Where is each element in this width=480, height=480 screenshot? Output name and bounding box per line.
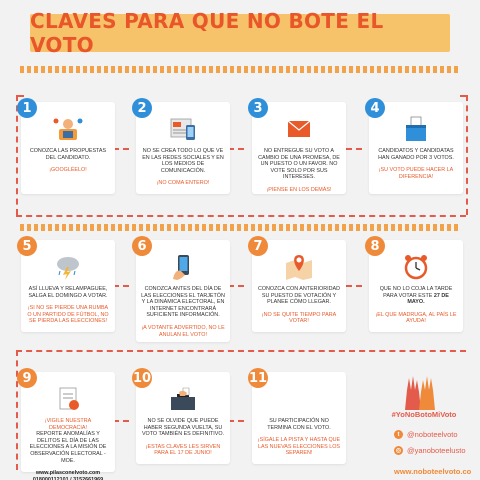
card-text: REPORTE ANOMALÍAS Y DELITOS EL DÍA DE LAS ELECCIONES A LA MISIÓN DE OBSERVACIÓN ELECTORAL - MOE. <box>29 431 107 464</box>
card-2 <box>136 102 230 194</box>
card-11 <box>248 370 346 464</box>
twitter-handle[interactable] <box>394 430 458 439</box>
connector <box>16 350 18 470</box>
connector <box>346 148 362 150</box>
card-accent: ¡PIENSE EN LOS DEMÁS! <box>266 186 332 193</box>
number-badge: 4 <box>365 98 385 118</box>
card-text: SU PARTICIPACIÓN NO TERMINA CON EL VOTO. <box>267 418 331 431</box>
card-accent: ¡EL QUE MADRUGA, AL PAÍS LE AYUDA! <box>375 311 457 325</box>
contact-phone: 018000112101 / 3152661969 <box>32 476 104 480</box>
card-4 <box>369 102 463 194</box>
page-title: CLAVES PARA QUE NO BOTE EL VOTO <box>30 9 384 57</box>
blank-icon <box>282 384 316 414</box>
card-text: NO ENTREGUE SU VOTO A CAMBIO DE UNA PROMESA, DE UN PUESTO O UN FAVOR. NO VOTE SOLO POR SUS INTERESES. <box>258 148 340 181</box>
connector <box>228 420 244 422</box>
card-text: CANDIDATOS Y CANDIDATAS HAN GANADO POR 3 VOTOS. <box>378 148 454 161</box>
card-8 <box>369 240 463 332</box>
number-badge: 5 <box>17 236 37 256</box>
card-9 <box>21 370 115 480</box>
card-text: NO SE OLVIDE QUE PUEDE HABER SEGUNDA VUELTA, SU VOTO TAMBIÉN ES DEFINITIVO. <box>141 418 225 438</box>
map-pin-icon <box>282 252 316 282</box>
storm-cloud-icon <box>51 252 85 282</box>
number-badge: 11 <box>248 368 268 388</box>
connector <box>16 215 466 217</box>
connector <box>466 95 468 215</box>
connector <box>113 420 129 422</box>
number-badge: 9 <box>17 368 37 388</box>
card-text-date: 27 DE MAYO. <box>407 292 449 306</box>
number-badge: 1 <box>17 98 37 118</box>
card-6 <box>136 240 230 342</box>
card-text: CONOZCA CON ANTERIORIDAD SU PUESTO DE VOTACIÓN Y PLANEE CÓMO LLEGAR. <box>257 286 341 306</box>
instagram-icon: ◎ <box>395 448 402 454</box>
connector <box>460 95 468 97</box>
ballot-box-icon <box>399 114 433 144</box>
hashtag: #YoNoBotoMiVoto <box>391 410 457 419</box>
connector <box>16 95 24 97</box>
card-accent: ¡SÍGALE LA PISTA Y HASTA QUE LAS NUEVAS ELECCIONES LOS SEPAREN! <box>257 437 341 457</box>
envelope-icon <box>282 114 316 144</box>
number-badge: 8 <box>365 236 385 256</box>
card-accent: ¡NO SE QUITE TIEMPO PARA VOTAR! <box>261 311 337 325</box>
connector <box>346 285 362 287</box>
card-1 <box>21 102 115 194</box>
card-accent: ¡A VOTANTE ADVERTIDO, NO LE ANULAN EL VOTO! <box>141 324 225 338</box>
number-badge: 10 <box>132 368 152 388</box>
report-document-icon <box>51 384 85 414</box>
presenter-laptop-icon <box>51 114 85 144</box>
connector <box>16 350 466 352</box>
twitter-icon: t <box>394 430 403 439</box>
stripe-middle <box>20 224 460 231</box>
card-text-main: QUE NO LO COJA LA TARDE PARA VOTAR ESTE <box>379 286 453 299</box>
card-accent: ¡GOOGLÉELO! <box>49 167 87 174</box>
phone-hand-icon <box>166 252 200 282</box>
card-accent: ¡VIGILE NUESTRA DEMOCRACIA! <box>44 418 92 431</box>
number-badge: 2 <box>132 98 152 118</box>
instagram-handle[interactable] <box>394 446 466 455</box>
card-text: CONOZCA ANTES DEL DÍA DE LAS ELECCIONES EL TARJETÓN Y LA DINÁMICA ELECTORAL, EN INTERNET ENCONTRARÁ SUFICIENTE INFORMACIÓN. <box>141 286 225 319</box>
card-accent: ¡ESTAS CLAVES LES SIRVEN PARA EL 17 DE JUNIO! <box>145 443 221 457</box>
contact-web: www.pilasconelvoto.com <box>35 470 101 477</box>
number-badge: 3 <box>248 98 268 118</box>
alarm-clock-icon <box>399 252 433 282</box>
card-3 <box>252 102 346 194</box>
card-text <box>374 286 458 306</box>
raised-hands-logo-icon <box>395 372 445 412</box>
card-10 <box>132 370 230 464</box>
card-7 <box>252 240 346 332</box>
card-accent: ¡SI NO SE PIERDE UNA RUMBA O UN PARTIDO DE FÚTBOL, NO SE PIERDA LAS ELECCIONES! <box>27 305 109 325</box>
stripe-top <box>20 66 460 73</box>
connector <box>113 148 129 150</box>
twitter-handle-text: @noboteelvoto <box>407 430 458 439</box>
card-accent: ¡NO COMA ENTERO! <box>156 180 210 187</box>
instagram-handle-text: @yanoboteelusto <box>407 446 466 455</box>
website-link[interactable]: www.noboteelvoto.co <box>394 467 472 476</box>
connector <box>113 285 129 287</box>
card-accent: ¡SU VOTO PUEDE HACER LA DIFERENCIA! <box>378 167 454 180</box>
newspaper-phone-icon <box>166 114 200 144</box>
number-badge: 7 <box>248 236 268 256</box>
connector <box>228 148 244 150</box>
card-text: ASÍ LLUEVA Y RELAMPAGUEE, SALGA EL DOMINGO A VOTAR. <box>28 286 108 299</box>
title-banner <box>30 9 450 57</box>
ballot-hand-icon <box>166 384 200 414</box>
connector <box>228 285 244 287</box>
number-badge: 6 <box>132 236 152 256</box>
card-5 <box>21 240 115 332</box>
card-text: NO SE CREA TODO LO QUE VE EN LAS REDES SOCIALES Y EN LOS MEDIOS DE COMUNICACIÓN. <box>142 148 224 174</box>
card-text: CONOZCA LAS PROPUESTAS DEL CANDIDATO. <box>29 148 107 161</box>
